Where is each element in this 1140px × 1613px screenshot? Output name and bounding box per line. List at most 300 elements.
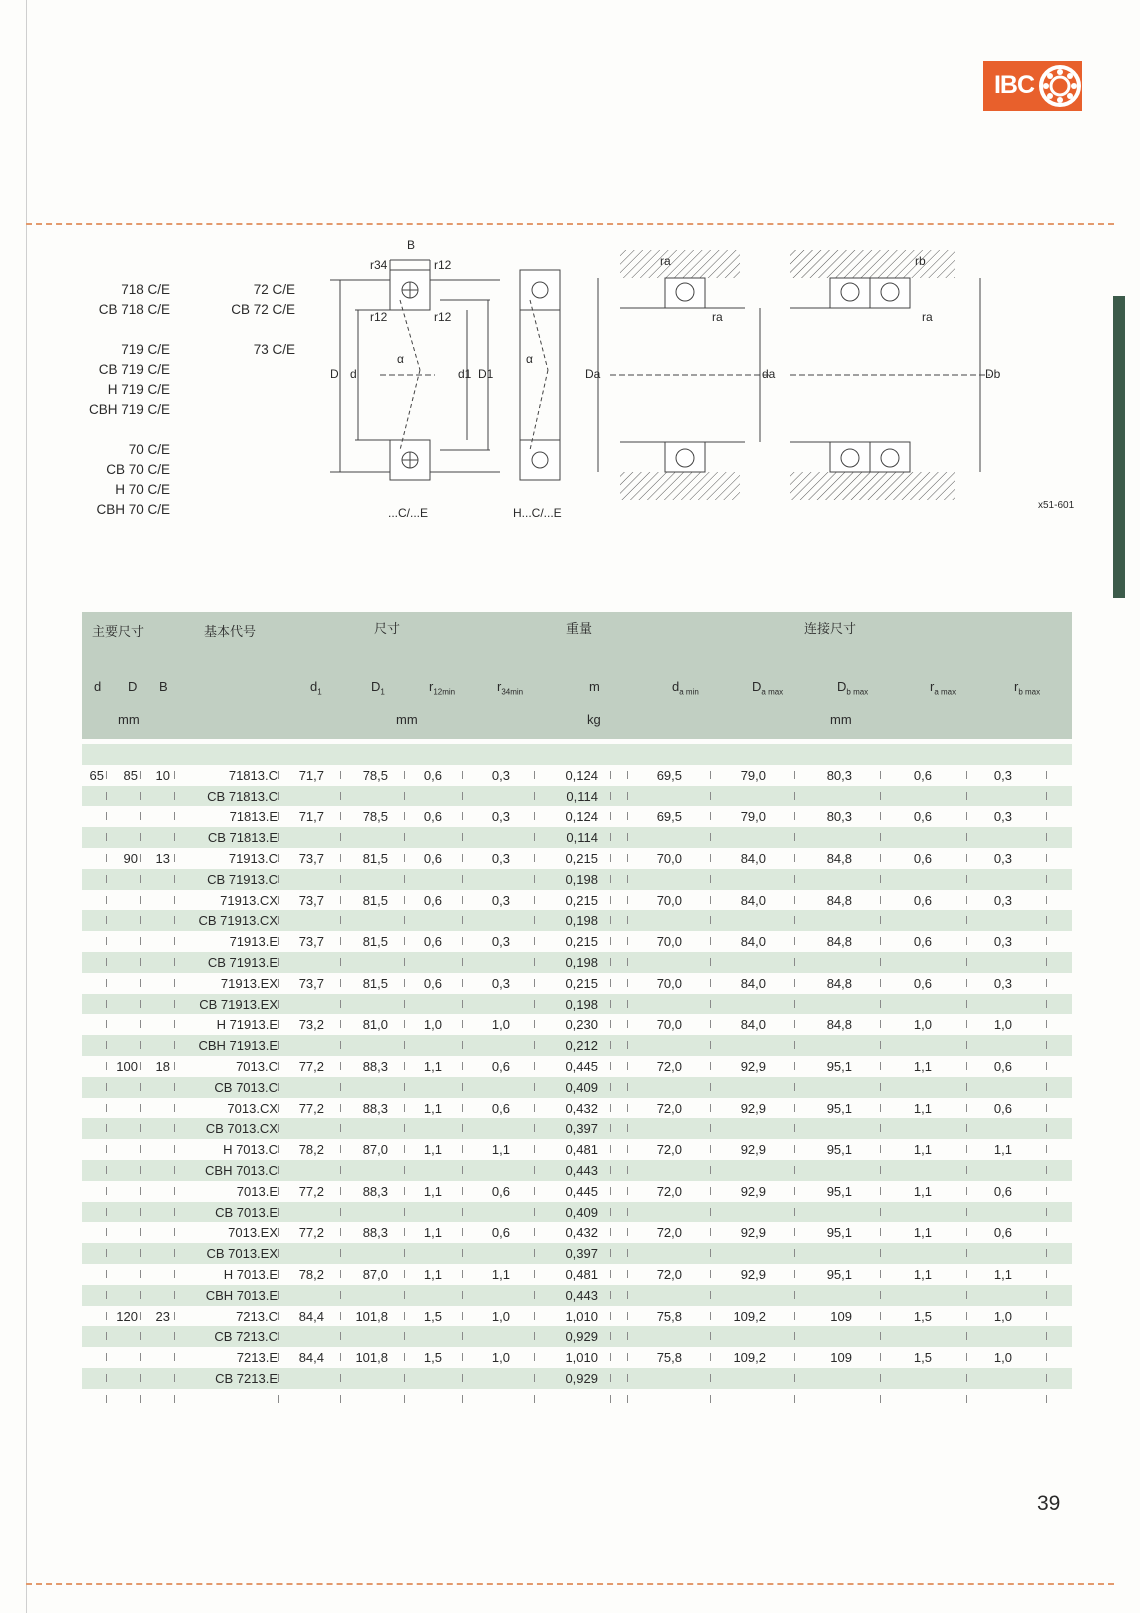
column-separator-tick [880,1270,881,1278]
column-separator-tick [534,1104,535,1112]
cell-D: 85 [123,767,138,783]
column-separator-tick [140,1020,141,1028]
cell-d1: 77,2 [298,1225,324,1241]
column-separator-tick [340,875,341,883]
column-separator-tick [880,1208,881,1216]
column-separator-tick [880,1000,881,1008]
column-separator-tick [880,916,881,924]
cell-m: 0,929 [565,1370,598,1386]
column-separator-tick [880,1312,881,1320]
column-separator-tick [610,1166,611,1174]
cell-des: H 71913.E [216,1017,278,1033]
column-separator-tick [966,979,967,987]
cell-Da: 109,2 [733,1308,766,1324]
column-separator-tick [966,916,967,924]
column-separator-tick [966,1208,967,1216]
cell-da: 72,0 [656,1225,682,1241]
column-separator-tick [140,937,141,945]
column-separator-tick [794,958,795,966]
column-separator-tick [710,896,711,904]
column-separator-tick [106,1104,107,1112]
column-separator-tick [710,1395,711,1403]
cell-r12: 0,6 [423,850,442,866]
table-row [82,1368,1072,1389]
cell-rb: 1,0 [993,1308,1012,1324]
column-separator-tick [1046,1062,1047,1070]
col-ra: $r_{a max}$ [930,679,957,697]
column-separator-tick [966,958,967,966]
column-separator-tick [880,937,881,945]
column-separator-tick [794,1395,795,1403]
cell-des: CB 7013.E [215,1204,278,1220]
column-separator-tick [278,1000,279,1008]
cell-m: 0,215 [565,975,598,991]
cell-rb: 0,3 [993,892,1012,908]
cell-Db: 95,1 [826,1058,852,1074]
column-separator-tick [627,1041,628,1049]
column-separator-tick [140,812,141,820]
column-separator-tick [627,1312,628,1320]
column-separator-tick [534,979,535,987]
column-separator-tick [966,1166,967,1174]
column-separator-tick [610,1374,611,1382]
column-separator-tick [174,1124,175,1132]
column-separator-tick [627,833,628,841]
cell-d1: 73,7 [298,975,324,991]
cell-D: 90 [123,850,138,866]
cell-r34: 1,1 [491,1142,510,1158]
column-separator-tick [340,1395,341,1403]
column-separator-tick [340,833,341,841]
cell-Da: 109,2 [733,1350,766,1366]
column-separator-tick [140,1187,141,1195]
col-r34: $r_{34min}$ [497,679,524,697]
cell-m: 0,198 [565,954,598,970]
column-separator-tick [627,812,628,820]
column-separator-tick [174,1291,175,1299]
cell-des: CB 71913.C [207,871,278,887]
column-separator-tick [966,1228,967,1236]
column-separator-tick [106,875,107,883]
column-separator-tick [106,1062,107,1070]
caption-H-C-E: H...C/...E [513,506,562,520]
column-separator-tick [106,1332,107,1340]
column-separator-tick [340,1270,341,1278]
column-separator-tick [462,1291,463,1299]
column-separator-tick [1046,1353,1047,1361]
column-separator-tick [610,792,611,800]
cell-Da: 84,0 [740,892,766,908]
cell-m: 1,010 [565,1350,598,1366]
column-separator-tick [278,1187,279,1195]
cell-D1: 78,5 [362,767,388,783]
column-separator-tick [610,875,611,883]
cell-m: 0,215 [565,934,598,950]
column-separator-tick [462,1208,463,1216]
column-separator-tick [462,875,463,883]
cell-Db: 84,8 [826,934,852,950]
cell-Da: 92,9 [740,1183,766,1199]
column-separator-tick [1046,1145,1047,1153]
column-separator-tick [627,1166,628,1174]
column-separator-tick [880,1124,881,1132]
cell-des: CBH 7013.E [205,1287,278,1303]
column-separator-tick [106,854,107,862]
column-separator-tick [534,771,535,779]
cell-r34: 0,3 [491,767,510,783]
cell-m: 0,114 [566,788,598,804]
cell-r34: 0,6 [491,1100,510,1116]
column-separator-tick [340,1353,341,1361]
column-separator-tick [140,1332,141,1340]
column-separator-tick [627,1249,628,1257]
column-separator-tick [966,1000,967,1008]
column-separator-tick [710,958,711,966]
unit-mm: mm [396,712,418,727]
column-separator-tick [462,979,463,987]
column-separator-tick [966,1104,967,1112]
cell-m: 0,124 [565,767,598,783]
margin-line [26,0,27,1613]
column-separator-tick [794,1041,795,1049]
column-separator-tick [462,1083,463,1091]
column-separator-tick [462,1249,463,1257]
column-separator-tick [534,1228,535,1236]
column-separator-tick [278,1041,279,1049]
column-separator-tick [174,896,175,904]
column-separator-tick [1046,792,1047,800]
column-separator-tick [610,854,611,862]
cell-r12: 1,0 [423,1017,442,1033]
column-separator-tick [174,1249,175,1257]
column-separator-tick [340,1020,341,1028]
column-separator-tick [462,1332,463,1340]
cell-ra: 1,1 [913,1183,932,1199]
column-separator-tick [340,1208,341,1216]
cell-D1: 81,5 [362,975,388,991]
cell-r12: 0,6 [423,934,442,950]
table-row [82,1285,1072,1306]
cell-Da: 92,9 [740,1225,766,1241]
cell-Db: 109 [830,1308,852,1324]
column-separator-tick [174,1104,175,1112]
cell-D1: 88,3 [362,1225,388,1241]
cell-m: 0,397 [565,1246,598,1262]
cell-r34: 1,0 [491,1350,510,1366]
column-separator-tick [710,1228,711,1236]
cell-D1: 81,5 [362,934,388,950]
column-separator-tick [610,1124,611,1132]
column-separator-tick [880,1145,881,1153]
table-row [82,1181,1072,1202]
column-separator-tick [106,771,107,779]
label-Db: Db [985,367,1001,381]
column-separator-tick [340,812,341,820]
column-separator-tick [627,1353,628,1361]
column-separator-tick [140,1083,141,1091]
col-rb: $r_{b max}$ [1014,679,1041,697]
cell-Db: 95,1 [826,1100,852,1116]
column-separator-tick [794,792,795,800]
cell-da: 70,0 [656,1017,682,1033]
column-separator-tick [534,1291,535,1299]
column-separator-tick [462,1000,463,1008]
cell-da: 72,0 [656,1266,682,1282]
column-separator-tick [1046,1020,1047,1028]
column-separator-tick [966,1374,967,1382]
column-separator-tick [1046,1104,1047,1112]
cell-des: 7013.C [236,1058,278,1074]
column-separator-tick [610,1228,611,1236]
column-separator-tick [880,875,881,883]
column-separator-tick [627,1062,628,1070]
column-separator-tick [106,1228,107,1236]
column-separator-tick [966,1270,967,1278]
table-row [82,1077,1072,1098]
column-separator-tick [462,833,463,841]
label-ra: ra [712,310,723,324]
column-separator-tick [462,1353,463,1361]
column-separator-tick [462,854,463,862]
column-separator-tick [880,958,881,966]
column-separator-tick [140,979,141,987]
column-separator-tick [340,1332,341,1340]
column-separator-tick [610,812,611,820]
column-separator-tick [1046,1270,1047,1278]
series-item: H 719 C/E [107,382,170,397]
column-separator-tick [880,812,881,820]
column-separator-tick [106,937,107,945]
column-separator-tick [174,958,175,966]
column-separator-tick [534,1062,535,1070]
column-separator-tick [794,1124,795,1132]
ibc-logo [983,61,1082,111]
cell-ra: 0,6 [913,767,932,783]
column-separator-tick [278,771,279,779]
column-separator-tick [340,792,341,800]
header-abutment: 连接尺寸 [804,621,857,636]
column-separator-tick [534,1332,535,1340]
column-separator-tick [404,1187,405,1195]
cell-m: 0,114 [566,830,598,846]
bearing-logo-icon [1039,62,1081,110]
cell-ra: 1,5 [913,1350,932,1366]
cell-da: 72,0 [656,1142,682,1158]
cell-m: 0,432 [565,1225,598,1241]
column-separator-tick [880,792,881,800]
column-separator-tick [610,958,611,966]
column-separator-tick [174,937,175,945]
column-separator-tick [404,1395,405,1403]
column-separator-tick [627,1374,628,1382]
cell-des: 71913.CX [220,892,278,908]
cell-rb: 0,6 [993,1100,1012,1116]
cell-ra: 0,6 [913,934,932,950]
column-separator-tick [534,1270,535,1278]
cell-r34: 1,1 [491,1266,510,1282]
column-separator-tick [462,1270,463,1278]
column-separator-tick [340,958,341,966]
cell-r12: 1,5 [423,1308,442,1324]
column-separator-tick [710,937,711,945]
column-separator-tick [627,1000,628,1008]
column-separator-tick [462,1145,463,1153]
column-separator-tick [710,771,711,779]
table-row [82,1202,1072,1223]
cell-m: 0,443 [565,1287,598,1303]
column-separator-tick [174,854,175,862]
column-separator-tick [610,1000,611,1008]
column-separator-tick [610,1208,611,1216]
column-separator-tick [404,1000,405,1008]
column-separator-tick [404,854,405,862]
column-separator-tick [1046,1395,1047,1403]
cell-Db: 95,1 [826,1142,852,1158]
column-separator-tick [140,854,141,862]
series-list-right [200,280,295,360]
cell-da: 70,0 [656,892,682,908]
column-separator-tick [462,1062,463,1070]
column-separator-tick [404,771,405,779]
column-separator-tick [278,875,279,883]
column-separator-tick [404,1312,405,1320]
cell-m: 1,010 [565,1308,598,1324]
series-item: CBH 719 C/E [88,402,170,417]
column-separator-tick [340,1166,341,1174]
column-separator-tick [278,1312,279,1320]
cell-Db: 95,1 [826,1225,852,1241]
column-separator-tick [278,958,279,966]
cell-Da: 92,9 [740,1058,766,1074]
cell-ra: 0,6 [913,975,932,991]
cell-r12: 0,6 [423,975,442,991]
column-separator-tick [278,1124,279,1132]
series-item: CB 719 C/E [98,362,170,377]
column-separator-tick [404,1041,405,1049]
table-row [82,890,1072,911]
column-separator-tick [462,771,463,779]
column-separator-tick [534,1249,535,1257]
cell-m: 0,215 [565,892,598,908]
column-separator-tick [794,979,795,987]
table-row [82,848,1072,869]
cell-rb: 0,3 [993,934,1012,950]
column-separator-tick [880,1291,881,1299]
cell-m: 0,198 [565,996,598,1012]
column-separator-tick [106,1208,107,1216]
column-separator-tick [1046,916,1047,924]
caption-C-E: ...C/...E [388,506,429,520]
column-separator-tick [140,1270,141,1278]
series-item: 718 C/E [121,282,170,297]
cell-Da: 92,9 [740,1266,766,1282]
column-separator-tick [340,1000,341,1008]
column-separator-tick [174,1374,175,1382]
column-separator-tick [534,1083,535,1091]
cell-des: CB 7213.E [215,1370,278,1386]
column-separator-tick [340,1104,341,1112]
column-separator-tick [140,875,141,883]
column-separator-tick [140,1104,141,1112]
column-separator-tick [610,1041,611,1049]
column-separator-tick [627,1020,628,1028]
label-d1: d1 [458,367,472,381]
col-Da: $D_{a max}$ [752,679,784,697]
cell-D1: 81,0 [362,1017,388,1033]
table-row [82,1347,1072,1368]
column-separator-tick [404,958,405,966]
column-separator-tick [140,1000,141,1008]
cell-r12: 0,6 [423,809,442,825]
cell-des: CB 71913.CX [198,913,278,929]
table-header [82,612,1072,739]
cell-da: 75,8 [656,1308,682,1324]
column-separator-tick [534,792,535,800]
column-separator-tick [404,1020,405,1028]
column-separator-tick [462,1104,463,1112]
column-separator-tick [710,1291,711,1299]
column-separator-tick [966,937,967,945]
column-separator-tick [404,1249,405,1257]
column-separator-tick [278,1291,279,1299]
series-item: 719 C/E [121,342,170,357]
cell-m: 0,198 [565,871,598,887]
column-separator-tick [462,958,463,966]
column-separator-tick [174,979,175,987]
table-row [82,1139,1072,1160]
cell-des: 71913.C [228,850,278,866]
cell-Da: 79,0 [740,809,766,825]
cell-rb: 0,6 [993,1058,1012,1074]
table-row [82,1035,1072,1056]
column-separator-tick [710,812,711,820]
cell-m: 0,230 [565,1017,598,1033]
column-separator-tick [404,812,405,820]
column-separator-tick [710,1020,711,1028]
column-separator-tick [340,1249,341,1257]
table-row [82,1306,1072,1327]
col-D1: $D_1$ [371,679,385,697]
column-separator-tick [794,1020,795,1028]
cell-rb: 0,6 [993,1183,1012,1199]
table-row [82,765,1072,786]
column-separator-tick [534,1374,535,1382]
column-separator-tick [462,1187,463,1195]
cell-r12: 0,6 [423,892,442,908]
column-separator-tick [462,1374,463,1382]
column-separator-tick [627,896,628,904]
column-separator-tick [880,1228,881,1236]
column-separator-tick [140,1291,141,1299]
column-separator-tick [404,1353,405,1361]
header-main-dims: 主要尺寸 [92,624,145,639]
column-separator-tick [340,1228,341,1236]
cell-m: 0,212 [565,1038,598,1054]
column-separator-tick [278,833,279,841]
column-separator-tick [106,833,107,841]
cell-r34: 1,0 [491,1017,510,1033]
cell-D1: 88,3 [362,1183,388,1199]
table-row [82,994,1072,1015]
cell-r34: 0,3 [491,975,510,991]
column-separator-tick [610,896,611,904]
column-separator-tick [140,771,141,779]
table-row [82,786,1072,807]
column-separator-tick [627,1208,628,1216]
cell-Db: 84,8 [826,892,852,908]
column-separator-tick [534,854,535,862]
cell-B: 18 [155,1058,170,1074]
